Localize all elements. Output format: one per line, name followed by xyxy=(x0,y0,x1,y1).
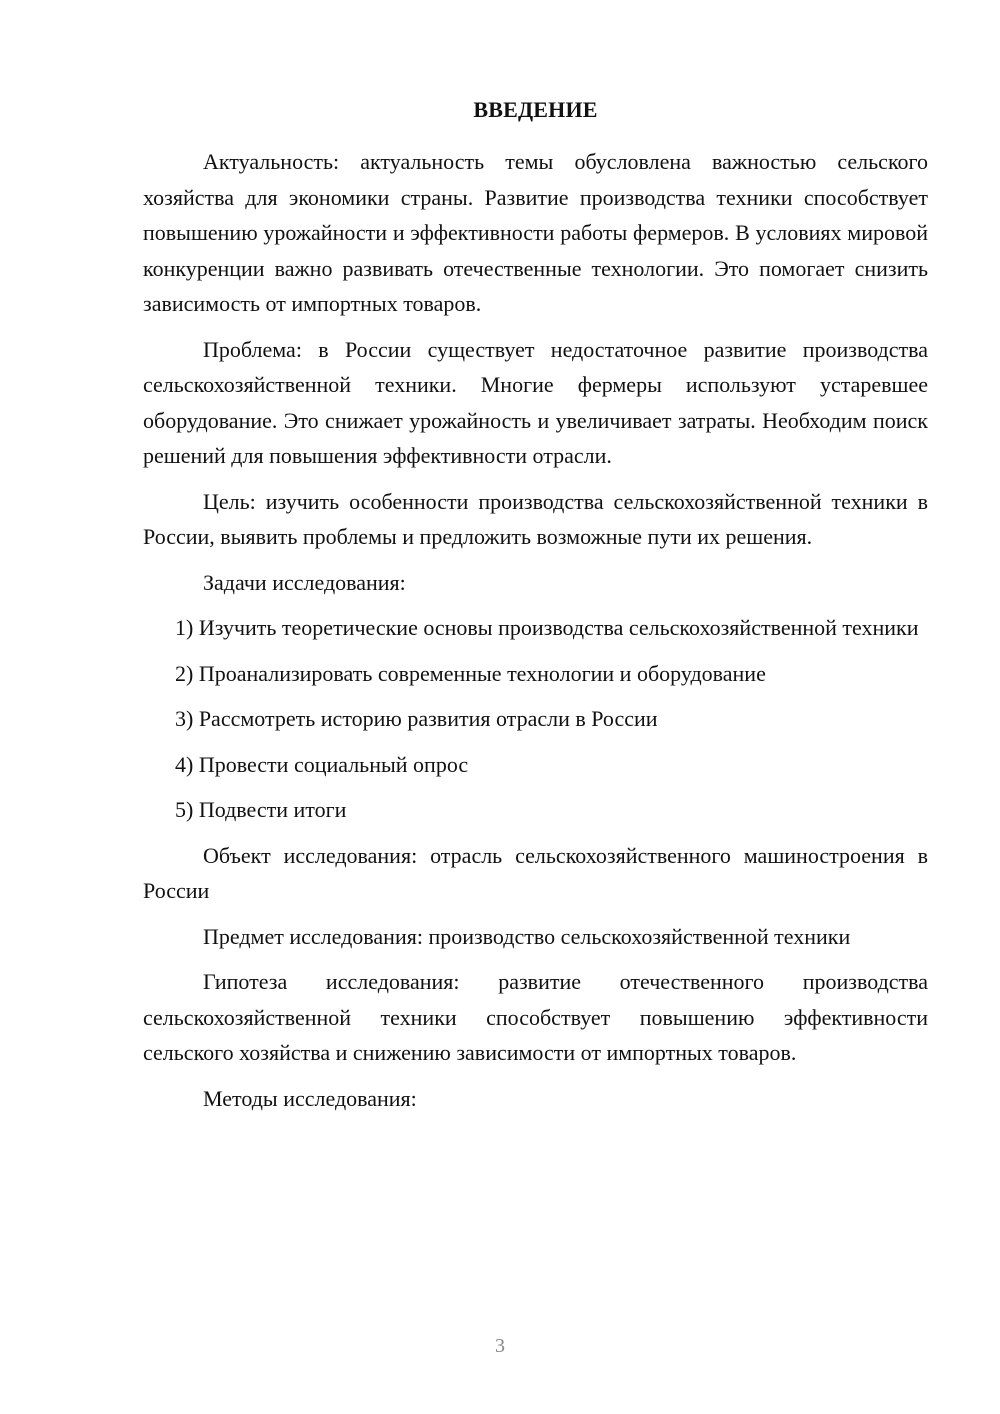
paragraph-subject: Предмет исследования: производство сельскохозяйственной техники xyxy=(203,923,851,949)
list-item-task-1: 1) Изучить теоретические основы производства сельскохозяйственной техники xyxy=(175,615,919,640)
paragraph-object: Объект исследования: отрасль сельскохозяйственного машиностроения в России xyxy=(143,842,928,903)
list-item-task-4: 4) Провести социальный опрос xyxy=(175,751,469,777)
paragraph-goal: Цель: изучить особенности производства сельскохозяйственной техники в России, выявить проблемы и предложить возможные пути их решения. xyxy=(143,488,928,549)
document-page xyxy=(143,92,928,1392)
page-title: ВВЕДЕНИЕ xyxy=(473,97,598,122)
paragraph-relevance: Актуальность: актуальность темы обусловлена важностью сельского хозяйства для экономики страны. Развитие производства техники способствует повышению урожайности и эффективности работы фермеров. В условиях мировой конкуренции важно развивать отечественные технологии. Это помогает снизить зависимость от импортных товаров. xyxy=(143,149,928,316)
methods-heading: Методы исследования: xyxy=(203,1085,417,1111)
list-item-task-3: 3) Рассмотреть историю развития отрасли в России xyxy=(175,706,658,731)
paragraph-hypothesis: Гипотеза исследования: развитие отечественного производства сельскохозяйственной техники способствует повышению эффективности сельского хозяйства и снижению зависимости от импортных товаров. xyxy=(143,969,928,1065)
paragraph-problem: Проблема: в России существует недостаточное развитие производства сельскохозяйственной техники. Многие фермеры используют устаревшее оборудование. Это снижает урожайность и увеличивает затраты. Необходим поиск решений для повышения эффективности отрасли. xyxy=(143,336,928,468)
tasks-heading: Задачи исследования: xyxy=(203,569,406,595)
list-item-task-2: 2) Проанализировать современные технологии и оборудование xyxy=(175,660,766,686)
list-item-task-5: 5) Подвести итоги xyxy=(175,797,347,822)
page-number: 3 xyxy=(495,1335,505,1357)
